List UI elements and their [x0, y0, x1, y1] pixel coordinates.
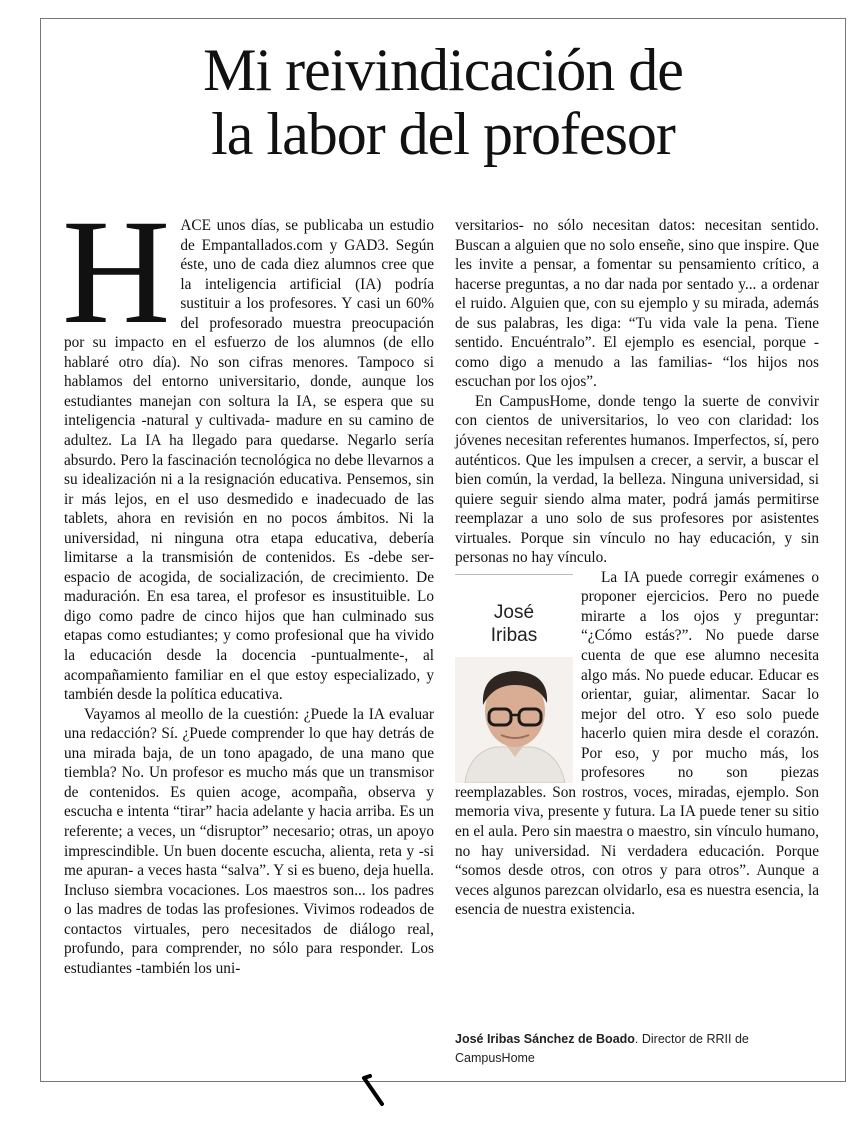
- signature-name: José Iribas Sánchez de Boado: [455, 1032, 635, 1046]
- headline: [40, 38, 846, 166]
- campushome-intro: En CampusHome, donde tengo la suerte de convivir con cientos de universitarios, lo veo con claridad: los jóvenes necesitan referentes humanos. Imperfectos, sí, pero auténticos. Que les impulsen a crecer, a servir, a buscar el bien común, la verdad, la belleza. Ninguna universidad, si quiere seguir siendo alma mater, podrá jamás permitirse reemplazar a uno solo de sus profesores por asistentes virtuales. Porque sin vínculo no hay educación, y sin personas no hay vínculo.: [455, 392, 820, 567]
- author-first-name: José: [493, 601, 535, 623]
- left-column: [62, 189, 434, 978]
- drop-cap: H: [62, 189, 171, 355]
- headline-line-2: la labor del profesor: [211, 101, 675, 167]
- pen-mark-icon: [360, 1074, 390, 1108]
- signature-role: . Director de RRII de CampusHome: [455, 1032, 749, 1065]
- author-name: [455, 601, 573, 647]
- intro-text: ACE unos días, se publicaba un estudio de Empantallados.com y GAD3. Según éste, uno de cada diez alumnos cree que la inteligencia artificial (IA) podría sustituir a los profesores. Y casi un 60% del profesorado muestra preocupación por su impacto en el esfuerzo de los alumnos (de ello hablaré otro día). No son cifras menores. Tampoco si hablamos del entorno universitario, donde, aunque los estudiantes manejan con soltura la IA, se espera que su inteligencia -natural y cultivada- madure en su camino de adultez. La IA ha llegado para quedarse. Negarlo sería absurdo. Pero la fascinación tecnológica no debe llevarnos a su idealización ni a la resignación educativa. Pensemos, sin ir más lejos, en el uso desmedido e inadecuado de las tablets, ahora en revisión en no pocos ámbitos. Ni la universidad, ni ninguna otra etapa educativa, debería limitarse a la transmisión de contenidos. Es -debe ser- espacio de acogida, de socialización, de crecimiento. De maduración. En esa tarea, el profesor es insustituible. Lo digo como padre de cinco hijos que han culminado sus etapas como estudiantes; y como profesional que ha vivido la educación desde la docencia -puntualmente-, al acompañamiento familiar en el que estoy especializado, y también desde la política educativa.: [64, 217, 434, 704]
- body-paragraph: [455, 392, 819, 568]
- author-last-name: Iribas: [490, 624, 538, 646]
- body-paragraph: versitarios- no sólo necesitan datos: necesitan sentido. Buscan a alguien que no solo enseñe, sino que inspire. Que les invite a pensar, a fomentar su pensamiento crítico, a hacerse preguntas, a no dar nada por sentado y... a ordenar el ruido. Alguien que, con su ejemplo y su mirada, además de sus palabras, les diga: “Tu vida vale la pena. Tiene sentido. Encuéntralo”. El ejemplo es esencial, porque -como digo a menudo a las familias- “los hijos nos escuchan por los ojos”.: [455, 217, 819, 391]
- intro-paragraph: [62, 189, 434, 705]
- author-photo: [455, 657, 573, 783]
- headline-line-1: Mi reivindicación de: [203, 37, 683, 103]
- author-box: [455, 574, 573, 780]
- author-signature: [455, 1030, 825, 1068]
- body-paragraph: Vayamos al meollo de la cuestión: ¿Puede la IA evaluar una redacción? Sí. ¿Puede comprender lo que hay detrás de una mirada baja, de un tono apagado, de una mano que tiembla? No. Un profesor es mucho más que un transmisor de contenidos. Es quien acoge, acompaña, observa y escucha e intenta “tirar” hacia adelante y hacia arriba. Es un referente; a veces, un “disruptor” necesario; otras, un apoyo imprescindible. Un buen docente escucha, alienta, reta y -si me apuran- a veces hasta “salva”. Y si es bueno, deja huella. Incluso siembra vocaciones. Los maestros son... los padres o las madres de todas las profesiones. Vivimos rodeados de contactos virtuales, pero necesitados de diálogo real, profundo, para comprender, no sólo para responder. Los estudiantes -también los uni-: [64, 705, 434, 977]
- right-column: [455, 216, 819, 920]
- body-paragraph: La IA puede corregir exámenes o proponer ejercicios. Pero no puede mirarte a los ojos y preguntar: “¿Cómo estás?”. No puede darse cuenta de que ese alumno necesita algo más. No puede educar. Educar es orientar, guiar, alimentar. Sacar lo mejor del otro. Y eso solo puede hacerlo quien mira desde el corazón. Por eso, y por mucho más, los profesores no son piezas reemplazables. Son rostros, voces, miradas, ejemplo. Son memoria viva, presente y futura. La IA puede tener su sitio en el aula. Pero sin maestra o maestro, sin vínculo humano, no hay universidad. Ni verdadera educación. Porque “somos desde otros, con otros y para otros”. Aunque a veces algunos parezcan olvidarlo, esa es nuestra esencia, la esencia de nuestra existencia.: [455, 568, 819, 919]
